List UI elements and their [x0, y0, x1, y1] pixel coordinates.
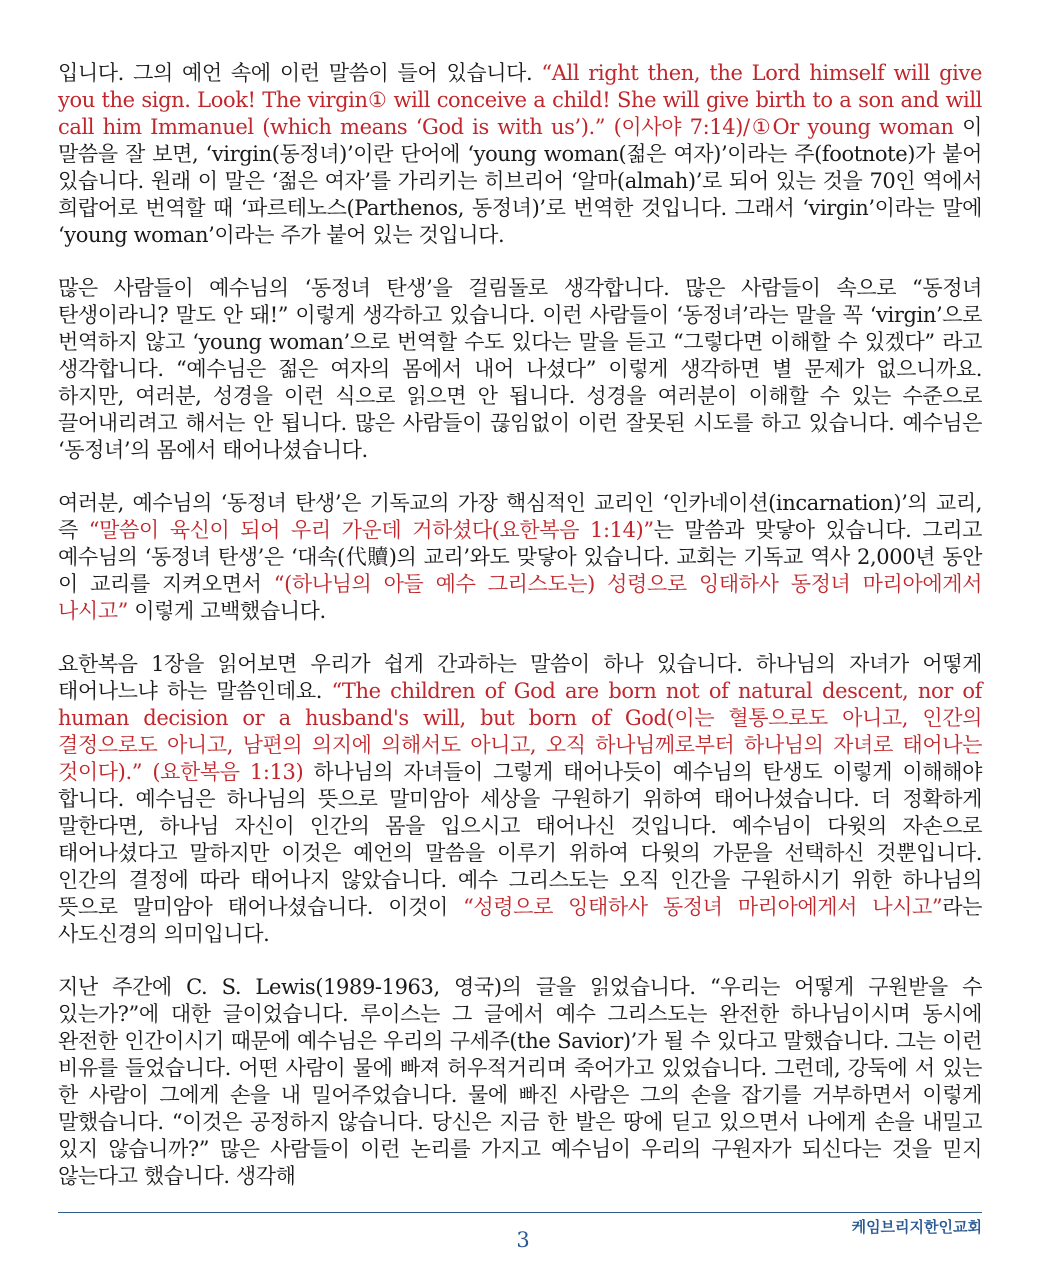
page-number: 3 — [516, 1228, 530, 1252]
paragraph-5 — [58, 974, 982, 1190]
text-span: 라는 사도신경의 의미입니다. — [58, 895, 982, 946]
scripture-quote-john-1-13: “The children of God are born not of natural descent, nor of human decision or a husband's will, but born of God(이는 혈통으로도 아니고, 인간의 결정으로도 아니고, 남편의 의지에 의해서도 아니고, 오직 하나님께로부터 하나님의 자녀로 태어나는 것이다).” (요한복음 1:13) — [58, 679, 983, 784]
scripture-quote-isaiah: “All right then, the Lord himself will give you the sign. Look! The virgin① will conceive a child! She will give birth to a son and will call him Immanuel (which means ‘God is with us’).” (이사야 7:14)/①Or young woman — [58, 61, 982, 139]
paragraph-4 — [58, 651, 982, 948]
text-span: 하나님의 자녀들이 그렇게 태어나듯이 예수님의 탄생도 이렇게 이해해야 합니다. 예수님은 하나님의 뜻으로 말미암아 세상을 구원하기 위하여 태어나셨습니다. 더 정확하게 말한다면, 하나님 자신이 인간의 몸을 입으시고 태어나신 것입니다. 예수님이 다윗의 자손으로 태어나셨다고 말하지만 이것은 예언의 말씀을 이루기 위하여 다윗의 가문을 선택하신 것뿐입니다. 인간의 결정에 따라 태어나지 않았습니다. 예수 그리스도는 오직 인간을 구원하시기 위한 하나님의 뜻으로 말미암아 태어나셨습니다. 이것이 — [58, 760, 983, 919]
text-span: 지난 주간에 C. S. Lewis(1989-1963, 영국)의 글을 읽었습니다. “우리는 어떻게 구원받을 수 있는가?”에 대한 글이었습니다. 루이스는 그 글에서 예수 그리스도는 완전한 하나님이시며 동시에 완전한 인간이시기 때문에 예수님은 우리의 구세주(the Savior)’가 될 수 있다고 말했습니다. 그는 이런 비유를 들었습니다. 어떤 사람이 물에 빠져 허우적거리며 죽어가고 있었습니다. 그런데, 강둑에 서 있는 한 사람이 그에게 손을 내 밀어주었습니다. 물에 빠진 사람은 그의 손을 잡기를 거부하면서 이렇게 말했습니다. “이것은 공정하지 않습니다. 당신은 지금 한 발은 땅에 딛고 있으면서 나에게 손을 내밀고 있지 않습니까?” 많은 사람들이 이런 논리를 가지고 예수님이 우리의 구원자가 되신다는 것을 믿지 않는다고 했습니다. 생각해 — [58, 975, 982, 1188]
footer-divider — [58, 1212, 982, 1213]
text-span: 이 말씀을 잘 보면, ‘virgin(동정녀)’이란 단어에 ‘young woman(젊은 여자)’이라는 주(footnote)가 붙어 있습니다. 원래 이 말은 ‘젊은 여자’를 가리키는 히브리어 ‘알마(almah)’로 되어 있는 것을 70인 역에서 희랍어로 번역할 때 ‘파르테노스(Parthenos, 동정녀)’로 번역한 것입니다. 그래서 ‘virgin’이라는 말에 ‘young woman’이라는 주가 붙어 있는 것입니다. — [58, 115, 982, 247]
scripture-quote-john-1-14: “말씀이 육신이 되어 우리 가운데 거하셨다(요한복음 1:14)” — [88, 518, 654, 542]
document-body — [58, 60, 982, 1216]
creed-quote: “(하나님의 아들 예수 그리스도는) 성령으로 잉태하사 동정녀 마리아에게서 나시고” — [58, 572, 982, 623]
paragraph-2 — [58, 275, 982, 464]
text-span: 이렇게 고백했습니다. — [128, 599, 326, 623]
text-span: 여러분, 예수님의 ‘동정녀 탄생’은 기독교의 가장 핵심적인 교리인 ‘인카네이션(incarnation)’의 교리, 즉 — [58, 491, 982, 542]
text-span: 는 말씀과 맞닿아 있습니다. 그리고 예수님의 ‘동정녀 탄생’은 ‘대속(代贖)의 교리’와도 맞닿아 있습니다. 교회는 기독교 역사 2,000년 동안 이 교리를 지켜오면서 — [58, 518, 982, 596]
church-name: 케임브리지한인교회 — [851, 1218, 982, 1236]
text-span: 많은 사람들이 예수님의 ‘동정녀 탄생’을 걸림돌로 생각합니다. 많은 사람들이 속으로 “동정녀 탄생이라니? 말도 안 돼!” 이렇게 생각하고 있습니다. 이런 사람들이 ‘동정녀’라는 말을 꼭 ‘virgin’으로 번역하지 않고 ‘young woman’으로 번역할 수도 있다는 말을 듣고 “그렇다면 이해할 수 있겠다” 라고 생각합니다. “예수님은 젊은 여자의 몸에서 내어 나셨다” 이렇게 생각하면 별 문제가 없으니까요. 하지만, 여러분, 성경을 이런 식으로 읽으면 안 됩니다. 성경을 여러분이 이해할 수 있는 수준으로 끌어내리려고 해서는 안 됩니다. 많은 사람들이 끊임없이 이런 잘못된 시도를 하고 있습니다. 예수님은 ‘동정녀’의 몸에서 태어나셨습니다. — [58, 276, 982, 462]
creed-quote: “성령으로 잉태하사 동정녀 마리아에게서 나시고” — [463, 895, 943, 919]
paragraph-1 — [58, 60, 982, 249]
text-span: 요한복음 1장을 읽어보면 우리가 쉽게 간과하는 말씀이 하나 있습니다. 하나님의 자녀가 어떻게 태어나느냐 하는 말씀인데요. — [58, 652, 982, 703]
text-span: 입니다. 그의 예언 속에 이런 말씀이 들어 있습니다. — [58, 61, 542, 85]
paragraph-3 — [58, 490, 982, 625]
